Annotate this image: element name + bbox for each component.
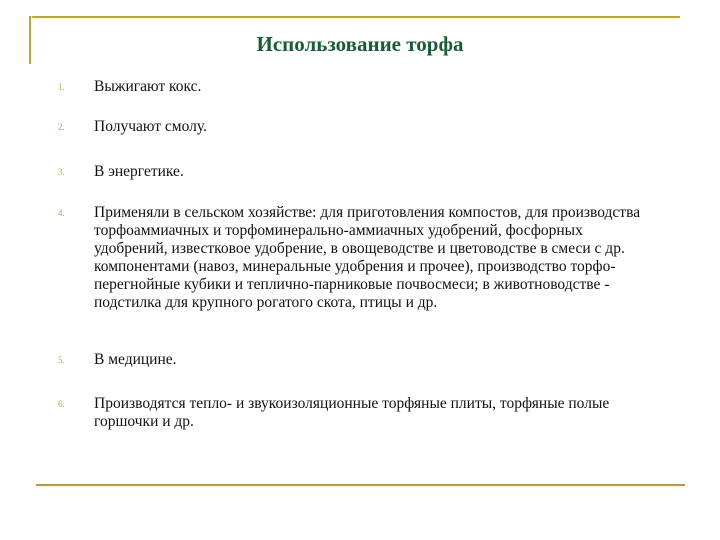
list-number: 2. [58,122,65,132]
list-text: Получают смолу. [94,118,207,135]
list-number: 5. [58,355,65,365]
list-number: 3. [58,167,65,177]
list-number: 6. [58,399,65,409]
list-text: В медицине. [94,351,177,368]
bottom-rule [36,484,685,486]
list-text: Выжигают кокс. [94,78,202,95]
list-text: В энергетике. [94,163,184,180]
slide-title: Использование торфа [256,32,464,56]
list-text: Производятся тепло- и звукоизоляционные торфяные плиты, торфяные полые горшочки и др. [94,395,610,430]
list-number: 1. [58,82,65,92]
top-rule [29,16,680,18]
list-text: Применяли в сельском хозяйстве: для приготовления компостов, для производства торфоаммиачных и торфоминерально-аммиачных удобрений, фосфорных удобрений, известковое удобрение, в овощеводстве и цветоводстве в смеси с др. компонентами (навоз, минеральные удобрения и прочее), производство торфо-перегнойные кубики и теплично-парниковые почвосмеси; в животноводстве - подстилка для крупного рогатого скота, птицы и др. [94,204,641,311]
list-number: 4. [58,208,65,218]
